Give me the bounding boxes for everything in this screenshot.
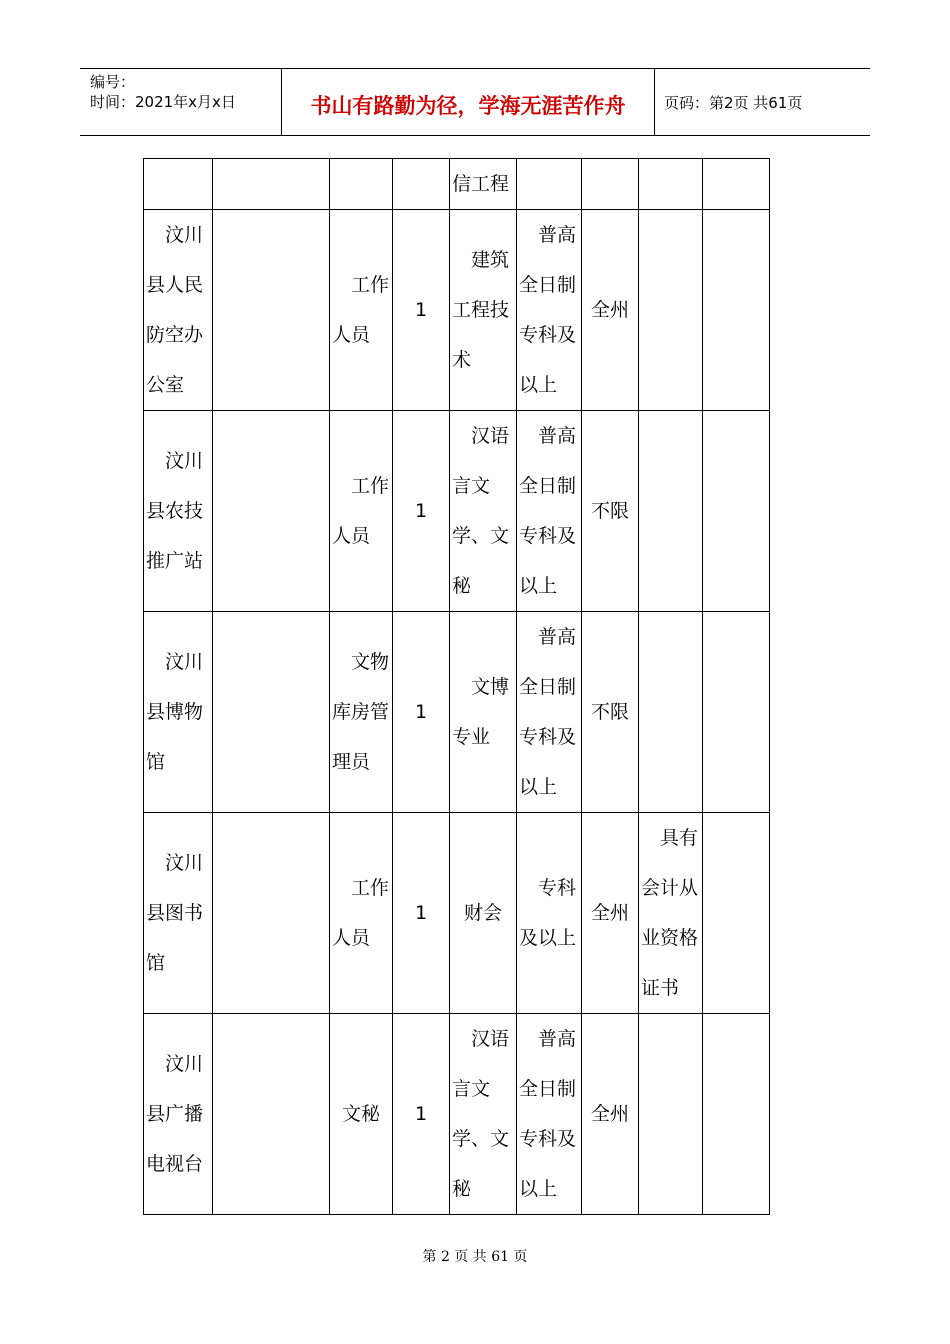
header-page-indicator: 页码：第2页 共61页 bbox=[664, 94, 803, 112]
education-cell: 普高全日制专科及以上 bbox=[517, 612, 582, 813]
education-cell: 普高全日制专科及以上 bbox=[517, 1014, 582, 1215]
major-cell: 汉语言文学、文秘 bbox=[450, 1014, 517, 1215]
position-cell: 工作人员 bbox=[330, 813, 393, 1014]
other-requirement-cell bbox=[639, 612, 703, 813]
count-cell bbox=[393, 159, 450, 210]
education-cell: 专科及以上 bbox=[517, 813, 582, 1014]
blank-cell bbox=[213, 1014, 330, 1215]
unit-cell: 汶川县农技推广站 bbox=[144, 411, 213, 612]
blank-cell bbox=[703, 159, 770, 210]
header-motto: 书山有路勤为径，学海无涯苦作舟 bbox=[310, 93, 626, 118]
major-cell: 文博专业 bbox=[450, 612, 517, 813]
document-number-label: 编号： bbox=[90, 73, 136, 91]
count-cell: 1 bbox=[393, 813, 450, 1014]
document-date: 时间：2021年x月x日 bbox=[90, 93, 236, 111]
unit-cell bbox=[144, 159, 213, 210]
header-meta bbox=[90, 72, 236, 112]
other-requirement-cell bbox=[639, 411, 703, 612]
position-cell bbox=[330, 159, 393, 210]
scope-cell: 全州 bbox=[582, 210, 639, 411]
major-cell: 财会 bbox=[450, 813, 517, 1014]
scope-cell bbox=[582, 159, 639, 210]
count-cell: 1 bbox=[393, 411, 450, 612]
major-cell: 信工程 bbox=[450, 159, 517, 210]
table-row bbox=[144, 210, 770, 411]
header-bottom-rule bbox=[80, 135, 870, 136]
table-row bbox=[144, 1014, 770, 1215]
unit-cell: 汶川县图书馆 bbox=[144, 813, 213, 1014]
header-divider-right bbox=[654, 68, 655, 135]
education-cell: 普高全日制专科及以上 bbox=[517, 210, 582, 411]
blank-cell bbox=[703, 210, 770, 411]
count-cell: 1 bbox=[393, 612, 450, 813]
table-row bbox=[144, 813, 770, 1014]
unit-cell: 汶川县博物馆 bbox=[144, 612, 213, 813]
position-cell: 文物库房管理员 bbox=[330, 612, 393, 813]
blank-cell bbox=[213, 411, 330, 612]
education-cell: 普高全日制专科及以上 bbox=[517, 411, 582, 612]
scope-cell: 全州 bbox=[582, 813, 639, 1014]
major-cell: 建筑工程技术 bbox=[450, 210, 517, 411]
table-row bbox=[144, 159, 770, 210]
blank-cell bbox=[213, 612, 330, 813]
unit-cell: 汶川县广播电视台 bbox=[144, 1014, 213, 1215]
position-cell: 工作人员 bbox=[330, 210, 393, 411]
major-cell: 汉语言文学、文秘 bbox=[450, 411, 517, 612]
table-row bbox=[144, 612, 770, 813]
blank-cell bbox=[213, 210, 330, 411]
blank-cell bbox=[703, 612, 770, 813]
table-row bbox=[144, 411, 770, 612]
blank-cell bbox=[703, 411, 770, 612]
page-footer: 第 2 页 共 61 页 bbox=[422, 1249, 528, 1265]
scope-cell: 不限 bbox=[582, 411, 639, 612]
other-requirement-cell bbox=[639, 159, 703, 210]
blank-cell bbox=[703, 813, 770, 1014]
blank-cell bbox=[703, 1014, 770, 1215]
other-requirement-cell: 具有会计从业资格证书 bbox=[639, 813, 703, 1014]
scope-cell: 不限 bbox=[582, 612, 639, 813]
count-cell: 1 bbox=[393, 210, 450, 411]
header-top-rule bbox=[80, 68, 870, 69]
other-requirement-cell bbox=[639, 210, 703, 411]
blank-cell bbox=[213, 813, 330, 1014]
count-cell: 1 bbox=[393, 1014, 450, 1215]
blank-cell bbox=[213, 159, 330, 210]
recruitment-table bbox=[143, 158, 770, 1215]
position-cell: 工作人员 bbox=[330, 411, 393, 612]
education-cell bbox=[517, 159, 582, 210]
other-requirement-cell bbox=[639, 1014, 703, 1215]
unit-cell: 汶川县人民防空办公室 bbox=[144, 210, 213, 411]
scope-cell: 全州 bbox=[582, 1014, 639, 1215]
position-cell: 文秘 bbox=[330, 1014, 393, 1215]
